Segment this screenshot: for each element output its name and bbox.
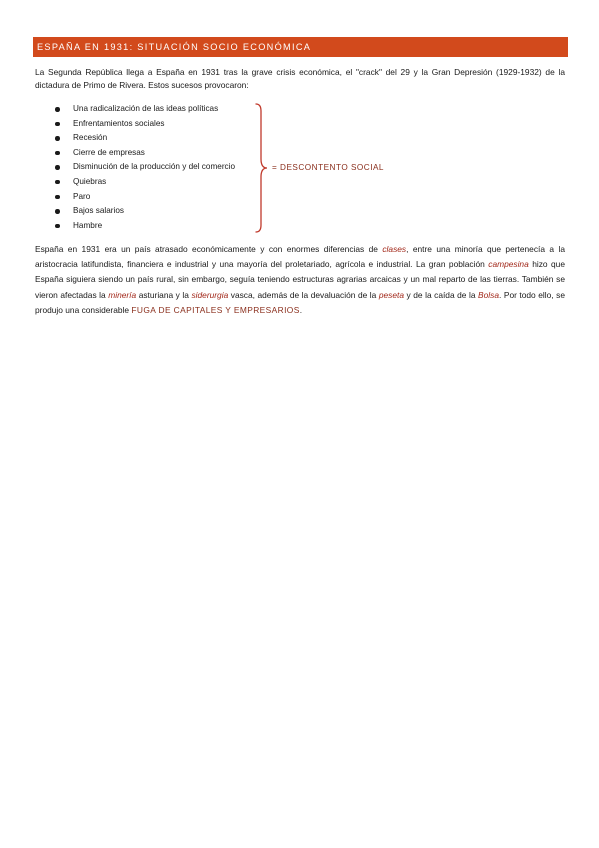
list-item-text: Recesión	[73, 133, 108, 143]
paragraph-text: asturiana y la	[136, 289, 192, 300]
term-fuga-capitales: FUGA DE CAPITALES Y EMPRESARIOS	[131, 304, 300, 315]
bullet-icon	[55, 107, 60, 112]
list-item-text: Una radicalización de las ideas políticas	[73, 104, 219, 113]
paragraph-text: hizo que España siguiera siendo un país rural, sin embargo, seguía teniendo estructuras agrarias arcaicas y un mal reparto de las tierras. También se vieron afectadas la	[35, 259, 566, 300]
term-peseta: peseta	[378, 289, 404, 300]
term-campesina: campesina	[488, 259, 529, 270]
list-item	[55, 190, 235, 205]
term-siderurgia: siderurgia	[191, 289, 229, 300]
list-item-text: Bajos salarios	[73, 206, 124, 216]
term-bolsa: Bolsa	[478, 289, 499, 300]
result-label: = DESCONTENTO SOCIAL	[272, 163, 384, 172]
list-item	[55, 102, 235, 117]
bullet-icon	[55, 209, 60, 214]
bullet-icon	[55, 136, 60, 141]
term-mineria: minería	[108, 289, 137, 300]
list-item	[55, 131, 235, 146]
list-item	[55, 146, 235, 161]
list-item	[55, 204, 235, 219]
list-item	[55, 117, 235, 132]
bullet-icon	[55, 122, 60, 127]
term-clases: clases	[382, 244, 407, 254]
paragraph-text: , entre una minoría que pertenecía a la aristocracia latifundista, financiera e industrial y una mayoría del proletariado, agrícola e industrial. La gran población	[35, 244, 565, 270]
bullet-icon	[55, 151, 60, 156]
bullet-icon	[55, 180, 60, 185]
body-paragraph	[35, 242, 565, 318]
list-item-text: Paro	[73, 191, 91, 201]
intro-paragraph: La Segunda República llega a España en 1931 tras la grave crisis económica, el "crack" del 29 y la Gran Depresión (1929-1932) de la dictadura de Primo de Rivera. Estos sucesos provocaron:	[35, 67, 565, 90]
paragraph-text: y de la caída de la	[404, 289, 479, 300]
causes-list	[55, 102, 235, 233]
paragraph-text: vasca, además de la devaluación de la	[228, 289, 379, 300]
bullet-icon	[55, 195, 60, 200]
list-item	[55, 219, 235, 234]
paragraph-text: .	[299, 304, 303, 315]
list-item-text: Disminución de la producción y del comercio	[73, 162, 236, 172]
section-title: ESPAÑA EN 1931: SITUACIÓN SOCIO ECONÓMICA	[37, 42, 312, 52]
bullet-icon	[55, 165, 60, 170]
list-item	[55, 175, 235, 190]
list-item-text: Hambre	[73, 220, 103, 230]
list-item	[55, 160, 235, 175]
curly-brace-icon	[255, 103, 271, 233]
list-item-text: Cierre de empresas	[73, 147, 145, 157]
list-item-text: Enfrentamientos sociales	[73, 118, 165, 128]
bullet-icon	[55, 224, 60, 229]
paragraph-text: . Por todo ello, se produjo una considerable	[35, 289, 565, 315]
paragraph-text: España en 1931 era un país atrasado económicamente y con enormes diferencias de	[35, 244, 383, 254]
section-heading-banner	[33, 37, 568, 57]
list-item-text: Quiebras	[73, 176, 107, 186]
